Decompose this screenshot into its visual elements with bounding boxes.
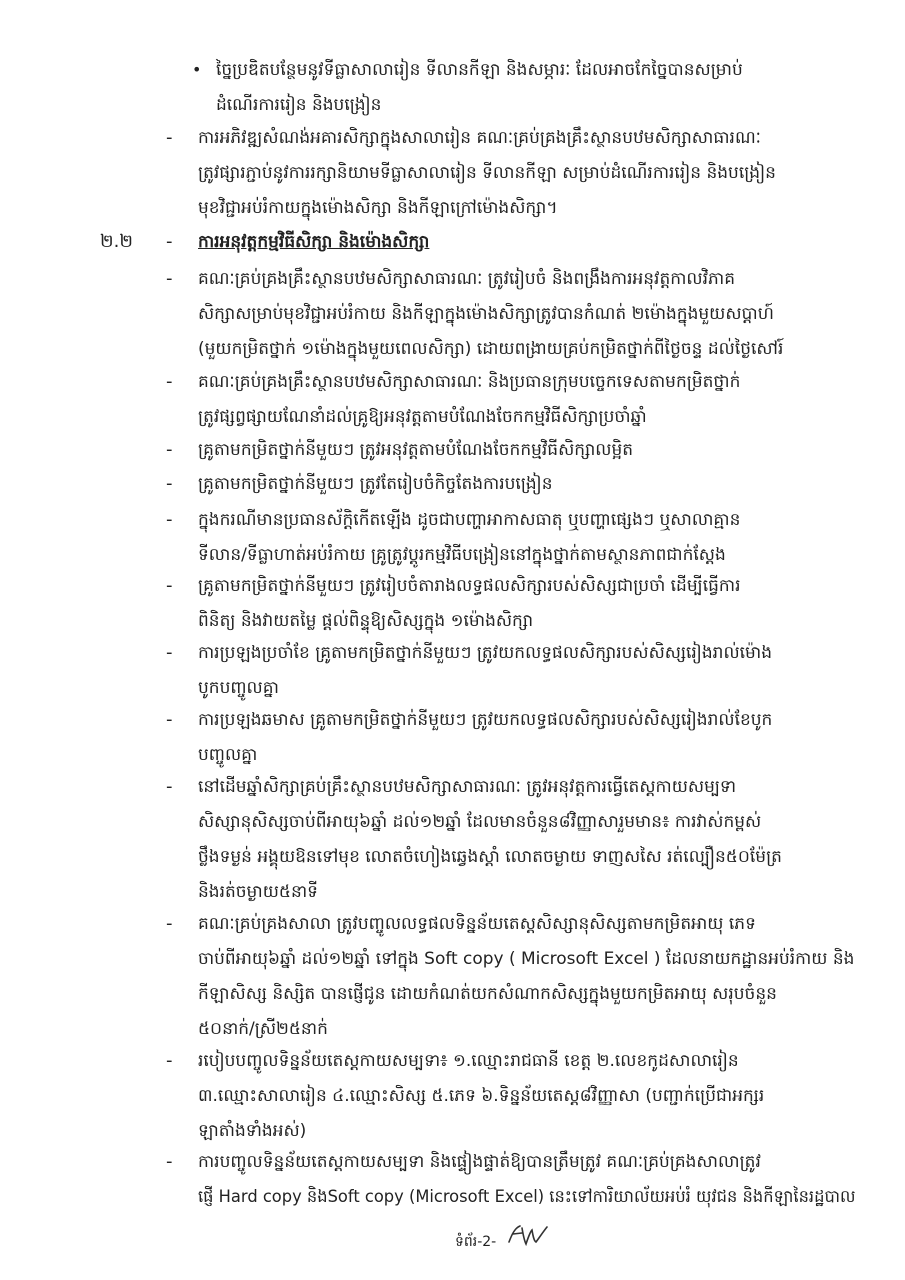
dash-marker: -: [166, 1151, 173, 1172]
list-item-line: ទីលាន/ទីធ្លាហាត់អប់រំកាយ គ្រូត្រូវប្តូរកម្មវិធីបង្រៀននៅក្នុងថ្នាក់តាមស្ថានភាពជាក់ស្តែង: [198, 545, 726, 565]
list-item-line: ត្រូវផ្សព្វផ្សាយណែនាំដល់គ្រូឱ្យអនុវត្តតាមបំណែងចែកកម្មវិធីសិក្សាប្រចាំឆ្នាំ: [198, 407, 647, 427]
list-item-line: បញ្ចូលគ្នា: [198, 745, 258, 765]
dash-marker: -: [166, 127, 173, 148]
list-item-line: របៀបបញ្ចូលទិន្នន័យតេស្តកាយសម្បទា៖ ១.ឈ្មោះរាជធានី ខេត្ត ២.លេខកូដសាលារៀន: [198, 1051, 739, 1071]
dash-marker: -: [166, 642, 173, 663]
list-item-line: សិស្សានុសិស្សចាប់ពីអាយុ៦ឆ្នាំ ដល់១២ឆ្នាំ ដែលមានចំនួន៨វិញ្ញាសារួមមាន៖ ការវាស់កម្ពស់: [198, 812, 762, 832]
list-item-line: ថ្លឹងទម្ងន់ អង្គុយឱនទៅមុខ លោតចំហៀងឆ្វេងស្តាំ លោតចម្ងាយ ទាញសសៃ រត់ល្បឿន៥០ម៉ែត្រ: [198, 847, 782, 867]
dash-marker: -: [166, 509, 173, 530]
list-item-line: និងរត់ចម្ងាយ៥នាទី: [198, 882, 318, 902]
list-item-line: ការប្រឡងឆមាស គ្រូតាមកម្រិតថ្នាក់នីមួយៗ ត្រូវយកលទ្ធផលសិក្សារបស់សិស្សរៀងរាល់ខែបូក: [198, 710, 773, 730]
list-item-line: គណៈគ្រប់គ្រងគ្រឹះស្ថានបឋមសិក្សាសាធារណៈ និងប្រធានក្រុមបច្ចេកទេសតាមកម្រិតថ្នាក់: [198, 372, 741, 392]
list-item-line: (មួយកម្រិតថ្នាក់ ១ម៉ោងក្នុងមួយពេលសិក្សា) ដោយពង្រាយគ្រប់កម្រិតថ្នាក់ពីថ្ងៃចន្ទ ដល់ថ្ងៃសៅរ៍: [198, 339, 784, 359]
list-item-line: គណៈគ្រប់គ្រងសាលា ត្រូវបញ្ចូលលទ្ធផលទិន្នន័យតេស្តសិស្សានុសិស្សតាមកម្រិតអាយុ ភេទ: [198, 914, 756, 934]
list-item-line: ៥០នាក់/ស្រី២៥នាក់: [198, 1019, 328, 1039]
dash-marker: -: [166, 439, 173, 460]
dash-marker: -: [166, 231, 173, 252]
list-item-line: នៅដើមឆ្នាំសិក្សាគ្រប់គ្រឹះស្ថានបឋមសិក្សាសាធារណៈ ត្រូវអនុវត្តការធ្វើតេស្តកាយសម្បទា: [198, 777, 737, 797]
list-item-line: មុខវិជ្ជាអប់រំកាយក្នុងម៉ោងសិក្សា និងកីឡាក្រៅម៉ោងសិក្សា។: [198, 198, 558, 218]
section-title: ការអនុវត្តកម្មវិធីសិក្សា និងម៉ោងសិក្សា: [198, 232, 430, 252]
list-item-line: បូកបញ្ចូលគ្នា: [198, 678, 279, 698]
page-number: ទំព័រ-2-: [455, 1234, 497, 1250]
dash-marker: -: [166, 268, 173, 289]
dash-marker: -: [166, 473, 173, 494]
list-item-line: ក្នុងករណីមានប្រធានស័ក្តិកើតឡើង ដូចជាបញ្ហាអាកាសធាតុ ឬបញ្ហាផ្សេងៗ ឬសាលាគ្មាន: [198, 510, 741, 530]
dash-marker: -: [166, 709, 173, 730]
bullet-line: ដំណើរការរៀន និងបង្រៀន: [216, 95, 382, 115]
list-item-line: ការបញ្ចូលទិន្នន័យតេស្តកាយសម្បទា និងផ្ទៀងផ្ទាត់ឱ្យបានត្រឹមត្រូវ គណៈគ្រប់គ្រងសាលាត្រូវ: [198, 1152, 761, 1172]
dash-marker: -: [166, 913, 173, 934]
section-number: ២.២: [100, 231, 133, 252]
list-item-line: ៣.ឈ្មោះសាលារៀន ៤.ឈ្មោះសិស្ស ៥.ភេទ ៦.ទិន្នន័យតេស្ត៨វិញ្ញាសា (បញ្ជាក់ប្រើជាអក្សរ: [198, 1086, 765, 1106]
list-item-line: ពិនិត្យ និងវាយតម្លៃ ផ្តល់ពិន្ទុឱ្យសិស្សក្នុង ១ម៉ោងសិក្សា: [198, 611, 534, 631]
list-item-line: ការអភិវឌ្ឍសំណង់អគារសិក្សាក្នុងសាលារៀន គណៈគ្រប់គ្រងគ្រឹះស្ថានបឋមសិក្សាសាធារណៈ: [198, 128, 761, 148]
list-item-line: កីឡាសិស្ស និស្សិត បានផ្ញើជូន ដោយកំណត់យកសំណាកសិស្សក្នុងមួយកម្រិតអាយុ សរុបចំនួន: [198, 984, 777, 1004]
list-item-line: គ្រូតាមកម្រិតថ្នាក់នីមួយៗ ត្រូវរៀបចំតារាងលទ្ធផលសិក្សារបស់សិស្សជាប្រចាំ ដើម្បីធ្វើការ: [198, 576, 741, 596]
list-item-line: ឡាតាំងទាំងអស់): [198, 1121, 307, 1141]
dash-marker: -: [166, 1050, 173, 1071]
list-item-line: ត្រូវផ្សារភ្ជាប់នូវការរក្សានិយាមទីធ្លាសាលារៀន ទីលានកីឡា សម្រាប់ដំណើរការរៀន និងបង្រៀន: [198, 163, 776, 183]
list-item-line: ផ្ញើ Hard copy និងSoft copy (Microsoft Excel) នេះទៅការិយាល័យអប់រំ យុវជន និងកីឡានៃរដ្ឋបាល: [198, 1187, 856, 1207]
initials-signature: [506, 1222, 550, 1248]
list-item-line: គ្រូតាមកម្រិតថ្នាក់នីមួយៗ ត្រូវអនុវត្តតាមបំណែងចែកកម្មវិធីសិក្សាលម្អិត: [198, 440, 634, 460]
dash-marker: -: [166, 371, 173, 392]
dash-marker: -: [166, 575, 173, 596]
bullet-line: ច្នៃប្រឌិតបន្ថែមនូវទីធ្លាសាលារៀន ទីលានកីឡា និងសម្ភារៈ ដែលអាចកែច្នៃបានសម្រាប់: [216, 60, 743, 80]
list-item-line: គណៈគ្រប់គ្រងគ្រឹះស្ថានបឋមសិក្សាសាធារណៈ ត្រូវរៀបចំ និងពង្រឹងការអនុវត្តកាលវិភាគ: [198, 269, 735, 289]
list-item-line: សិក្សាសម្រាប់មុខវិជ្ជាអប់រំកាយ និងកីឡាក្នុងម៉ោងសិក្សាត្រូវបានកំណត់ ២ម៉ោងក្នុងមួយសប្តាហ៍: [198, 304, 774, 324]
bullet-marker: •: [192, 60, 202, 79]
list-item-line: គ្រូតាមកម្រិតថ្នាក់នីមួយៗ ត្រូវតែរៀបចំកិច្ចតែងការបង្រៀន: [198, 474, 553, 494]
list-item-line: ការប្រឡងប្រចាំខែ គ្រូតាមកម្រិតថ្នាក់នីមួយៗ ត្រូវយកលទ្ធផលសិក្សារបស់សិស្សរៀងរាល់ម៉ោង: [198, 643, 773, 663]
dash-marker: -: [166, 776, 173, 797]
list-item-line: ចាប់ពីអាយុ៦ឆ្នាំ ដល់១២ឆ្នាំ ទៅក្នុង Soft copy ( Microsoft Excel ) ដែលនាយកដ្ឋានអប់រំកាយ និង: [198, 949, 855, 969]
